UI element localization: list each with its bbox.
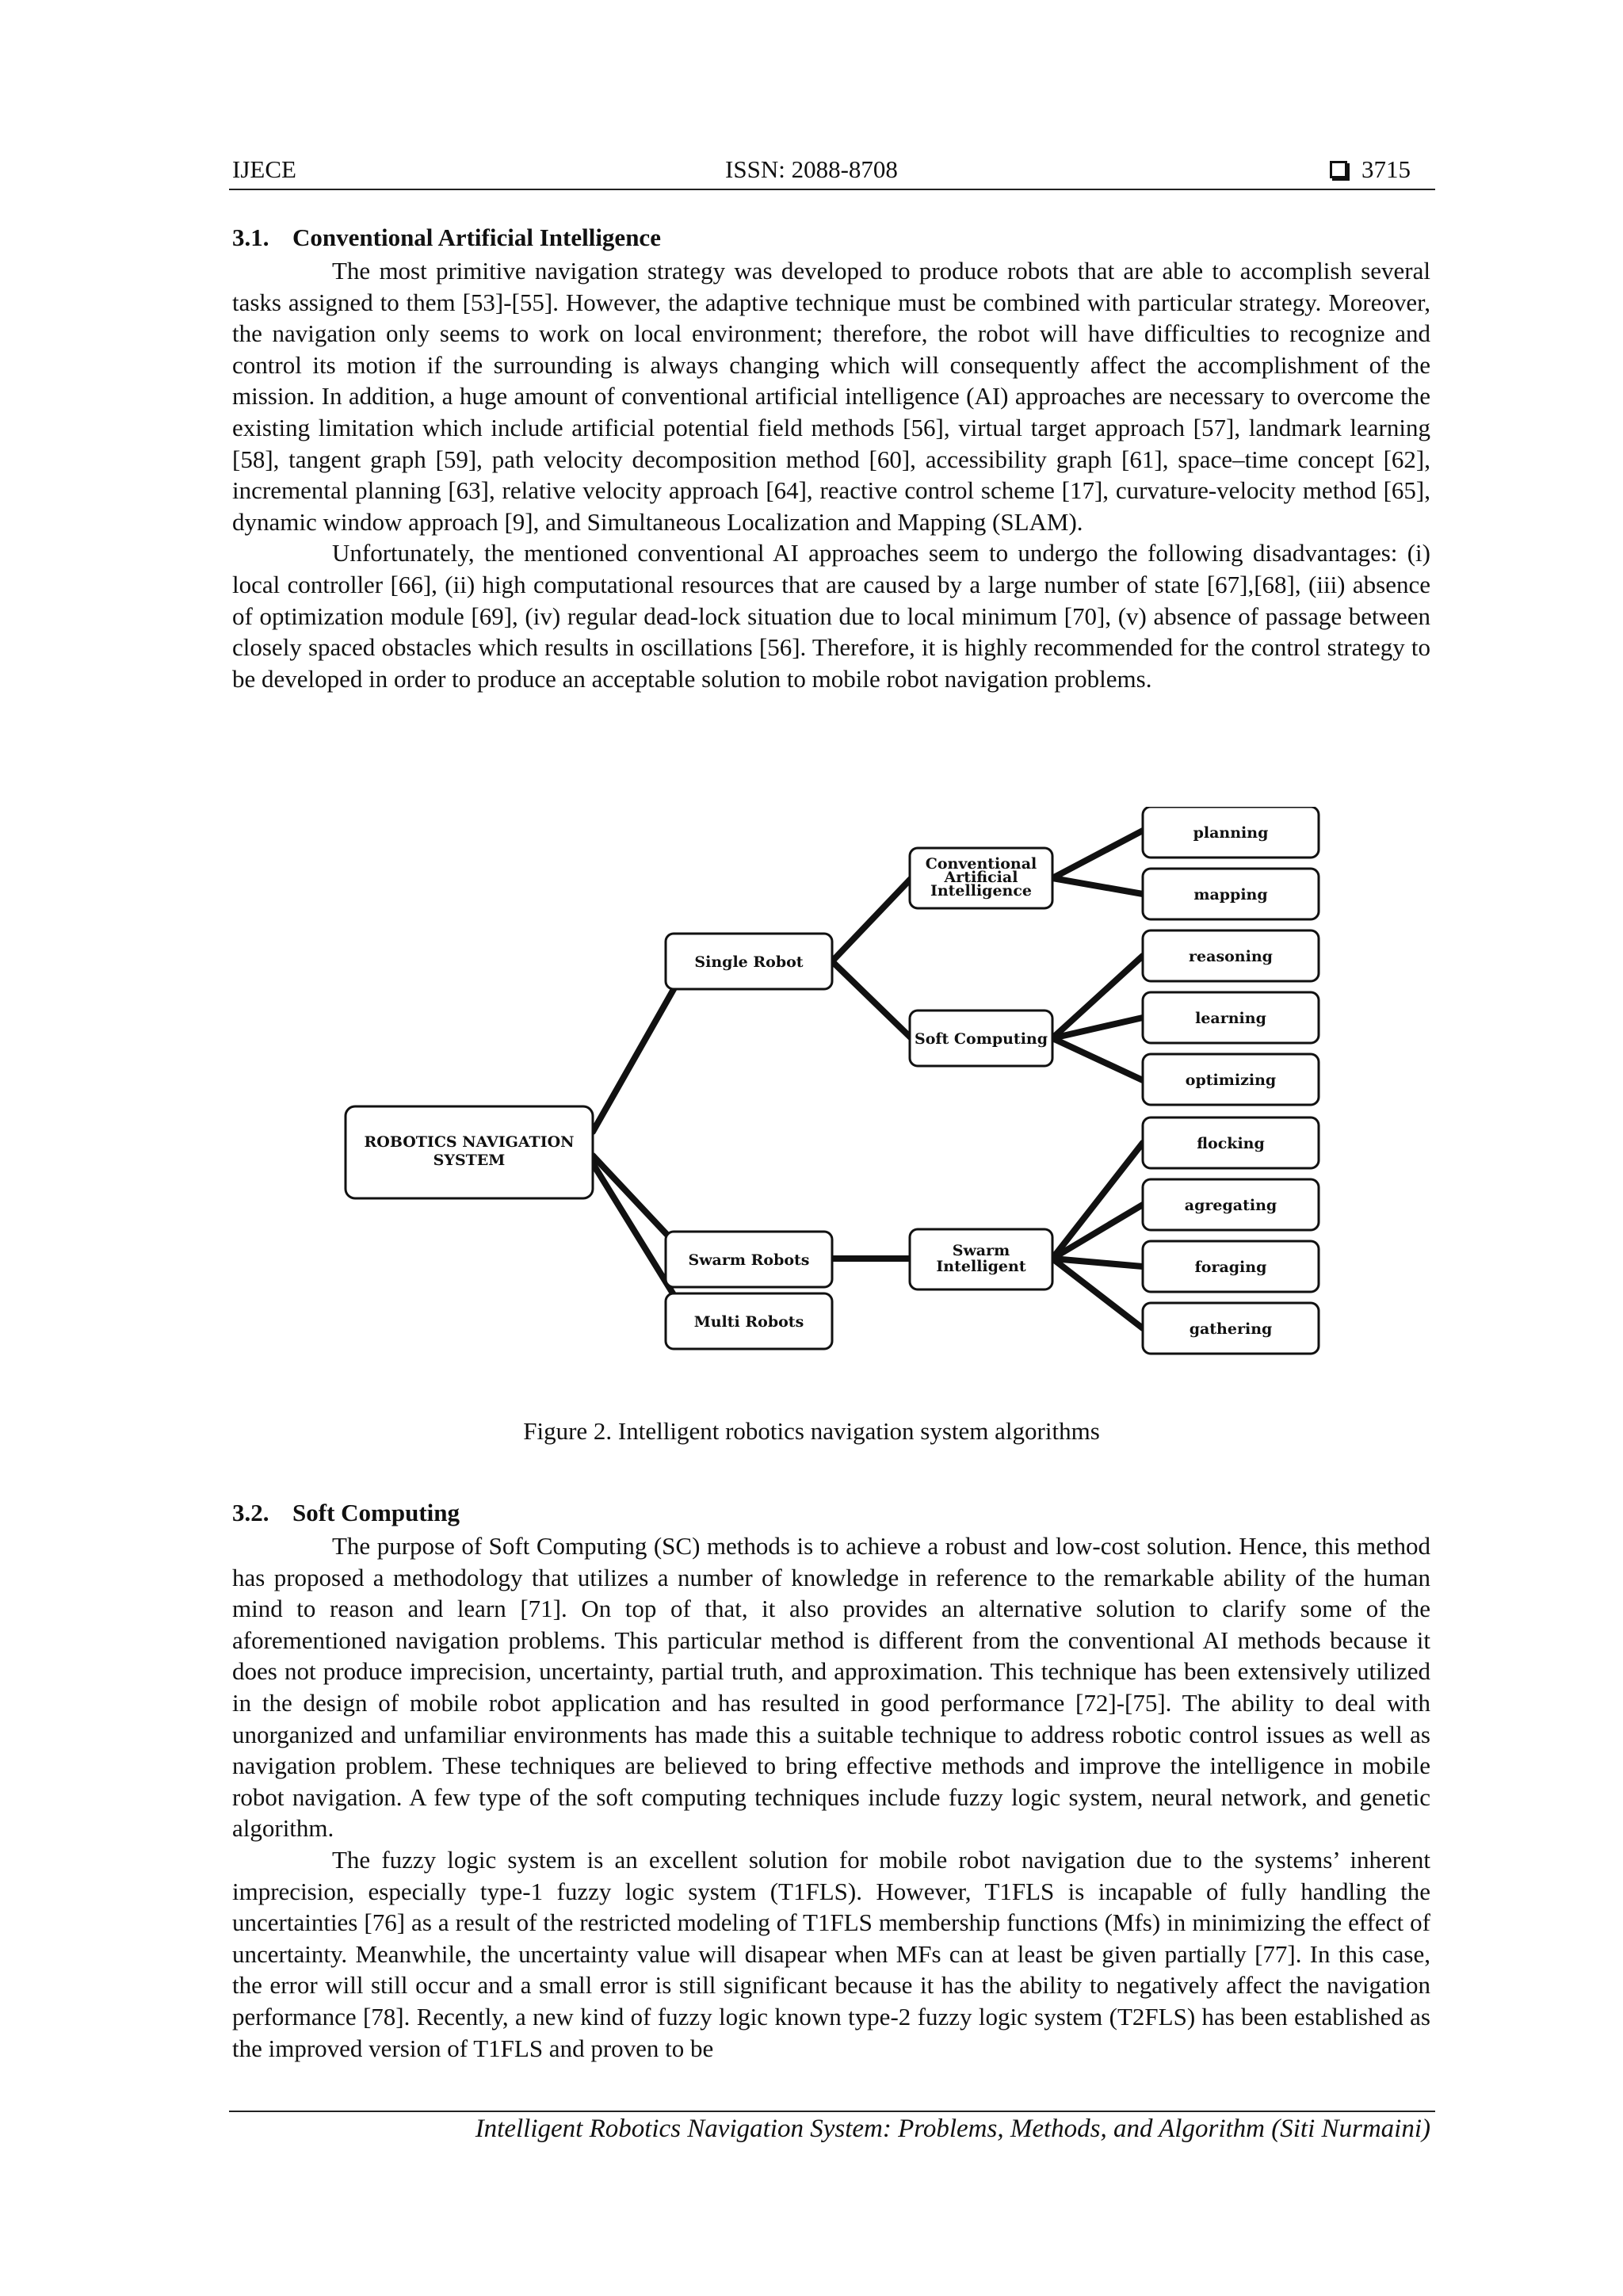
- page-number-group: [1330, 155, 1411, 184]
- footer-rule: [229, 2111, 1435, 2112]
- leaf-agregating: [1143, 1179, 1319, 1230]
- svg-text:SYSTEM: SYSTEM: [433, 1152, 506, 1169]
- leaf-planning: [1143, 807, 1319, 858]
- svg-text:Multi Robots: Multi Robots: [693, 1313, 804, 1331]
- node-conventional-ai: [910, 848, 1052, 908]
- svg-text:Intelligence: Intelligence: [930, 882, 1033, 900]
- journal-name: IJECE: [232, 155, 296, 183]
- issn: ISSN: 2088-8708: [725, 155, 898, 183]
- node-swarm-robots: [666, 1232, 832, 1287]
- svg-text:mapping: mapping: [1193, 886, 1268, 904]
- node-root: [346, 1106, 593, 1198]
- leaf-mapping: [1143, 869, 1319, 919]
- navigation-tree-svg: [333, 807, 1339, 1393]
- section-title: Soft Computing: [292, 1499, 460, 1526]
- section-heading-3-1: [232, 223, 661, 252]
- leaf-flocking: [1143, 1117, 1319, 1168]
- header-rule: [229, 189, 1435, 190]
- svg-text:foraging: foraging: [1194, 1259, 1267, 1276]
- edge-soft-optimizing: [1052, 1038, 1143, 1080]
- page-number: 3715: [1361, 155, 1411, 183]
- paragraph: The most primitive navigation strategy was developed to produce robots that are able to accomplish several tasks assigned to them [53]-[55]. However, the adaptive technique must be combined with particular strategy. Moreover, the navigation only seems to work on local environment; therefore, the robot will have difficulties to recognize and control its motion if the surrounding is always changing which will consequently affect the accomplishment of the mission. In addition, a huge amount of conventional artificial intelligence (AI) approaches are necessary to overcome the existing limitation which include artificial potential field methods [56], virtual target approach [57], landmark learning [58], tangent graph [59], path velocity decomposition method [60], accessibility graph [61], space–time concept [62], incremental planning [63], relative velocity approach [64], reactive control scheme [17], curvature-velocity method [65], dynamic window approach [9], and Simultaneous Localization and Mapping (SLAM).: [232, 257, 1430, 536]
- leaf-reasoning: [1143, 930, 1319, 981]
- section-number: 3.1.: [232, 223, 269, 251]
- section-3-1-body: [232, 255, 1430, 694]
- svg-text:optimizing: optimizing: [1185, 1072, 1277, 1089]
- paragraph: Unfortunately, the mentioned conventional AI approaches seem to undergo the following disadvantages: (i) local controller [66], (ii) high computational resources that are caused by a large number of state [67],[68], (iii) absence of optimization module [69], (iv) regular dead-lock situation due to local minimum [70], (v) absence of passage between closely spaced obstacles which results in oscillations [56]. Therefore, it is highly recommended for the control strategy to be developed in order to produce an acceptable solution to mobile robot navigation problems.: [232, 539, 1430, 693]
- node-multi-robots: [666, 1293, 832, 1349]
- section-title: Conventional Artificial Intelligence: [292, 223, 661, 251]
- section-heading-3-2: [232, 1499, 460, 1527]
- node-single-robot: [666, 934, 832, 989]
- section-number: 3.2.: [232, 1499, 269, 1526]
- page-box-icon: [1330, 161, 1347, 178]
- node-swarm-intelligent: [910, 1229, 1052, 1289]
- edge-swarm-flocking: [1052, 1143, 1143, 1259]
- edge-swarm-agregating: [1052, 1205, 1143, 1259]
- edge-single-soft: [832, 961, 911, 1038]
- svg-text:gathering: gathering: [1189, 1320, 1273, 1338]
- svg-text:Soft Computing: Soft Computing: [914, 1030, 1048, 1048]
- edge-swarm-gathering: [1052, 1259, 1143, 1328]
- paragraph: The purpose of Soft Computing (SC) methods is to achieve a robust and low-cost solution. Hence, this method has proposed a methodology that utilizes a number of knowledge in reference to the remarkable ability of the human mind to reason and learn [71]. On top of that, it also provides an alternative solution to clarify some of the aforementioned navigation problems. This particular method is different from the conventional AI methods because it does not produce imprecision, uncertainty, partial truth, and approximation. This technique has been extensively utilized in the design of mobile robot application and has resulted in good performance [72]-[75]. The ability to deal with unorganized and unfamiliar environments has made this a suitable technique to address robotic control issues as well as navigation problem. These techniques are believed to bring effective methods and improve the intelligence in mobile robot navigation. A few type of the soft computing techniques include fuzzy logic system, neural network, and genetic algorithm.: [232, 1532, 1430, 1843]
- svg-text:learning: learning: [1195, 1010, 1266, 1027]
- svg-text:Swarm: Swarm: [952, 1242, 1010, 1259]
- edge-conv-planning: [1052, 831, 1143, 878]
- svg-text:flocking: flocking: [1197, 1135, 1265, 1152]
- svg-text:Swarm Robots: Swarm Robots: [688, 1251, 810, 1269]
- svg-text:Conventional: Conventional: [925, 855, 1037, 873]
- svg-text:planning: planning: [1193, 824, 1269, 842]
- footer-citation: Intelligent Robotics Navigation System: Problems, Methods, and Algorithm (Siti Nurmaini): [475, 2115, 1430, 2143]
- edge-single-conv: [832, 878, 911, 961]
- leaf-learning: [1143, 992, 1319, 1043]
- svg-text:Intelligent: Intelligent: [936, 1258, 1026, 1275]
- leaf-gathering: [1143, 1303, 1319, 1354]
- leaf-foraging: [1143, 1241, 1319, 1292]
- svg-text:Single Robot: Single Robot: [694, 953, 804, 971]
- node-soft-computing: [910, 1010, 1052, 1066]
- figure-2-diagram: [333, 807, 1339, 1393]
- svg-text:ROBOTICS NAVIGATION: ROBOTICS NAVIGATION: [364, 1133, 575, 1151]
- svg-text:agregating: agregating: [1184, 1197, 1277, 1214]
- section-3-2-body: [232, 1530, 1430, 2064]
- leaf-optimizing: [1143, 1054, 1319, 1105]
- svg-text:reasoning: reasoning: [1189, 948, 1273, 965]
- paragraph: The fuzzy logic system is an excellent solution for mobile robot navigation due to the systems’ inherent imprecision, especially type-1 fuzzy logic system (T1FLS). However, T1FLS is incapable of fully handling the uncertainties [76] as a result of the restricted modeling of T1FLS membership functions (Mfs) in minimizing the effect of uncertainty. Meanwhile, the uncertainty value will disapear when MFs can at least be given partially [77]. In this case, the error will still occur and a small error is still significant because it has the ability to negatively affect the navigation performance [78]. Recently, a new kind of fuzzy logic known type-2 fuzzy logic system (T2FLS) has been established as the improved version of T1FLS and proven to be: [232, 1845, 1430, 2062]
- edge-conv-mapping: [1052, 878, 1143, 894]
- figure-caption: Figure 2. Intelligent robotics navigation system algorithms: [523, 1417, 1100, 1445]
- svg-text:Artificial: Artificial: [944, 869, 1018, 886]
